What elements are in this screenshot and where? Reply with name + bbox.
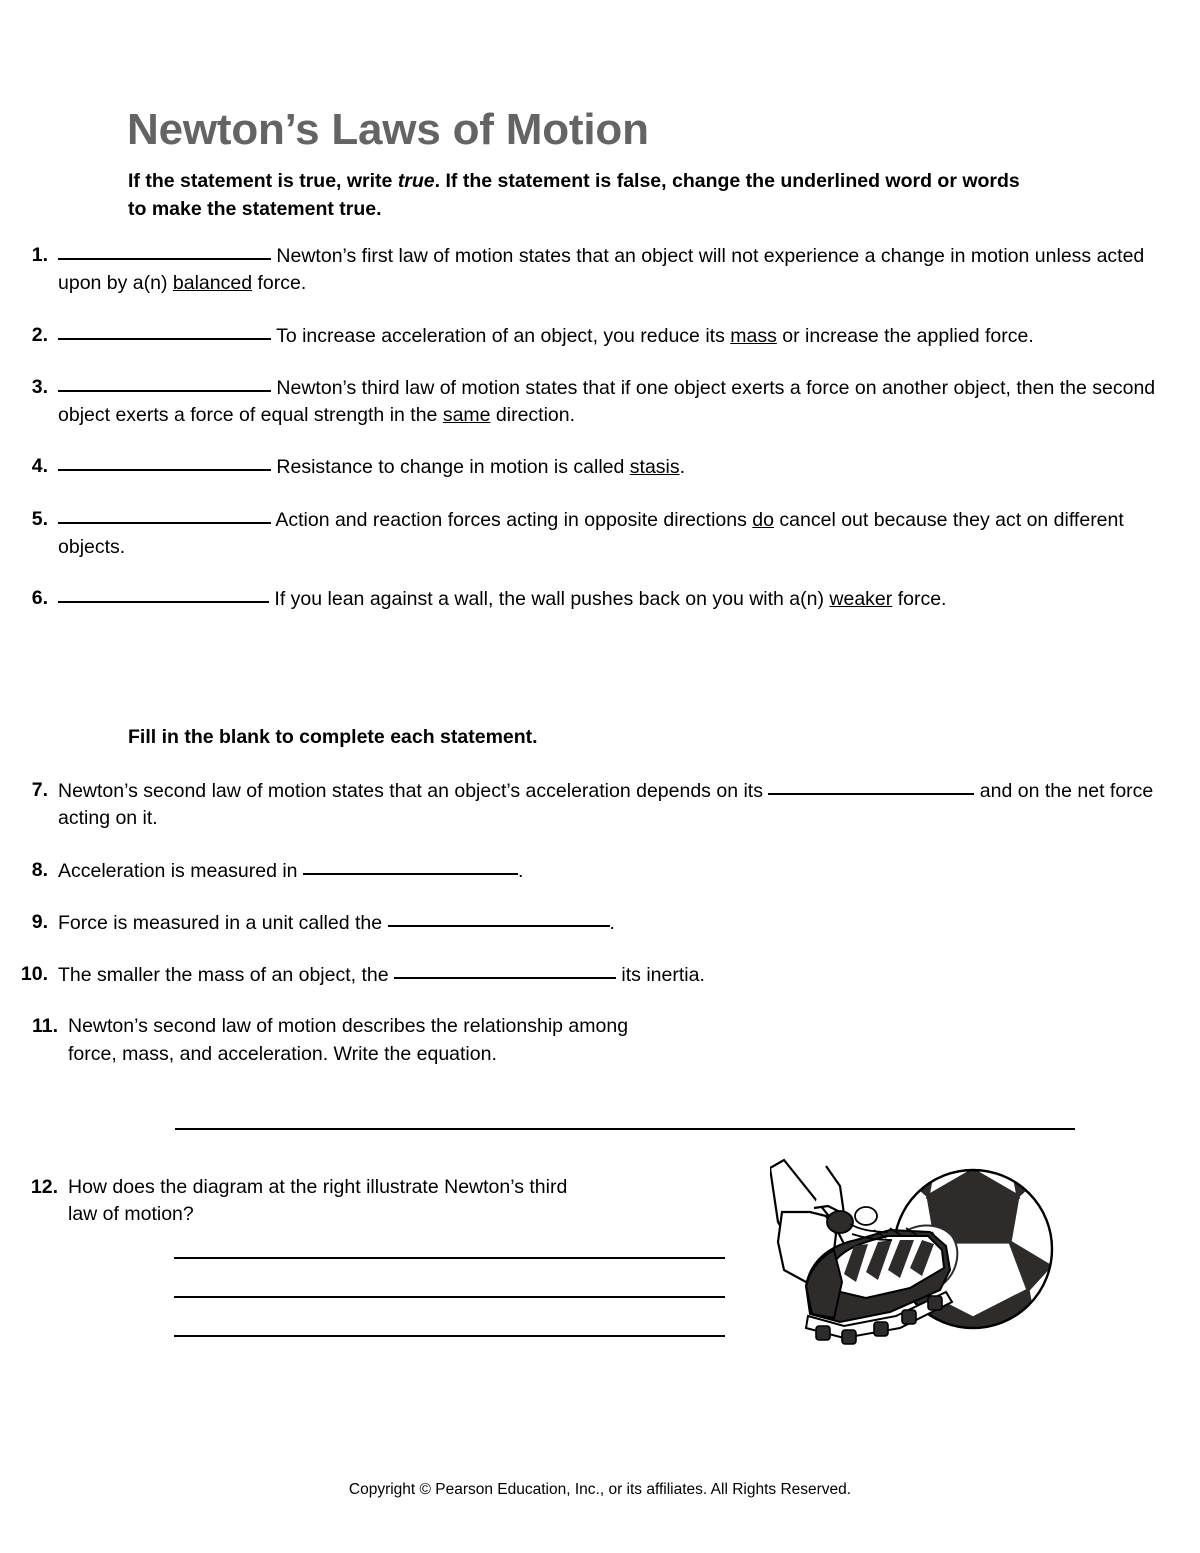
fill-blank-question-list [0,777,1200,1092]
question-text-b: . [517,859,524,882]
question-text-b: . [679,456,686,479]
underlined-word: do [752,508,774,531]
question-number: 4. [31,455,48,478]
question-item-4 [0,453,1200,481]
question-text-a: Force is measured in a unit called the [58,911,388,934]
answer-blank[interactable] [58,322,271,340]
question-body [58,777,1200,833]
instruction-true-false [128,168,1028,223]
answer-blank[interactable] [768,777,974,795]
copyright-footer: Copyright © Pearson Education, Inc., or its affiliates. All Rights Reserved. [348,1481,852,1498]
question-body [58,961,1200,989]
instruction-fill-blank [128,724,1028,752]
question-body: How does the diagram at the right illustrate Newton’s third law of motion? [68,1176,568,1226]
underlined-word: weaker [829,588,893,611]
page-title: Newton’s Laws of Motion [127,105,649,155]
question-body [58,374,1200,430]
answer-blank[interactable] [303,857,518,875]
question-text-a: Action and reaction forces acting in opposite directions [271,508,753,531]
answer-blank[interactable] [394,961,616,979]
question-item-7 [0,777,1200,833]
question-number: 2. [31,323,48,346]
answer-blank[interactable] [58,374,271,392]
question-text-b: its inertia. [616,964,705,987]
question-number: 5. [31,507,48,530]
answer-rule-q12-line-1[interactable] [174,1257,725,1259]
instruction-text-b: . If the statement is false, change the underlined word or words to make the statement true. [128,170,1020,220]
question-item-3 [0,374,1200,430]
underlined-word: same [442,404,491,427]
question-number: 8. [31,858,48,881]
underlined-word: mass [730,324,777,347]
question-body [58,857,1200,885]
question-item-11 [10,1013,1200,1068]
question-body [58,242,1200,298]
question-number: 10. [20,963,48,986]
question-text-a: To increase acceleration of an object, you reduce its [271,324,731,347]
question-number: 12. [30,1176,58,1198]
question-item-5 [0,506,1200,562]
question-text-a: Newton’s second law of motion states that an object’s acceleration depends on its [58,780,769,802]
answer-rule-q12-line-2[interactable] [174,1296,725,1298]
question-text-b: . [609,911,615,934]
question-number: 7. [31,779,48,801]
question-body: Newton’s second law of motion describes the relationship among force, mass, and acceleration. Write the equation. [68,1015,629,1065]
question-text-b: or increase the applied force. [776,324,1034,347]
question-body [58,506,1200,562]
question-body [58,585,1200,613]
question-item-6 [0,585,1200,613]
answer-blank[interactable] [58,242,271,260]
soccer-illustration-svg [770,1150,1065,1370]
answer-rule-q11[interactable] [175,1128,1075,1130]
question-item-1 [0,242,1200,298]
question-text-b: direction. [490,404,576,427]
answer-blank[interactable] [58,585,269,603]
instruction-text-a: If the statement is true, write [128,170,398,192]
true-false-question-list [0,242,1200,638]
instruction-text: Fill in the blank to complete each statement. [128,726,538,748]
question-text-a: Resistance to change in motion is called [271,456,630,479]
question-text-a: The smaller the mass of an object, the [58,964,394,987]
underlined-word: stasis [629,456,680,479]
question-number: 3. [31,375,48,398]
answer-blank[interactable] [58,453,271,471]
question-number: 11. [31,1015,58,1038]
answer-rule-q12-line-3[interactable] [174,1335,725,1337]
soccer-cleat-kicking-ball-illustration [770,1150,1065,1370]
question-item-2 [0,322,1200,350]
question-text-b: cancel out because they act on different objects. [58,508,1124,559]
question-number: 1. [31,244,48,266]
answer-blank[interactable] [58,506,271,524]
question-body [58,909,1200,937]
underlined-word: balanced [172,272,253,295]
question-body [58,322,1200,350]
question-text-a: Newton’s third law of motion states that if one object exerts a force on another object, then the second object exerts a force of equal strength in the [58,376,1156,427]
question-item-8 [0,857,1200,885]
question-item-10 [0,961,1200,989]
question-text-b: force. [252,272,307,295]
question-number: 6. [31,587,48,610]
question-body [58,453,1200,481]
question-item-9 [0,909,1200,937]
question-text-b: force. [892,588,947,611]
question-number: 9. [31,910,48,933]
question-text-a: Acceleration is measured in [58,859,303,882]
answer-blank[interactable] [388,909,610,927]
question-text-b: and on the net force acting on it. [58,780,1154,830]
instruction-emphasis-true: true [397,170,435,192]
question-text-a: If you lean against a wall, the wall pushes back on you with a(n) [269,588,830,611]
question-text-a: Newton’s first law of motion states that an object will not experience a change in motion unless acted upon by a(n) [58,245,1145,295]
